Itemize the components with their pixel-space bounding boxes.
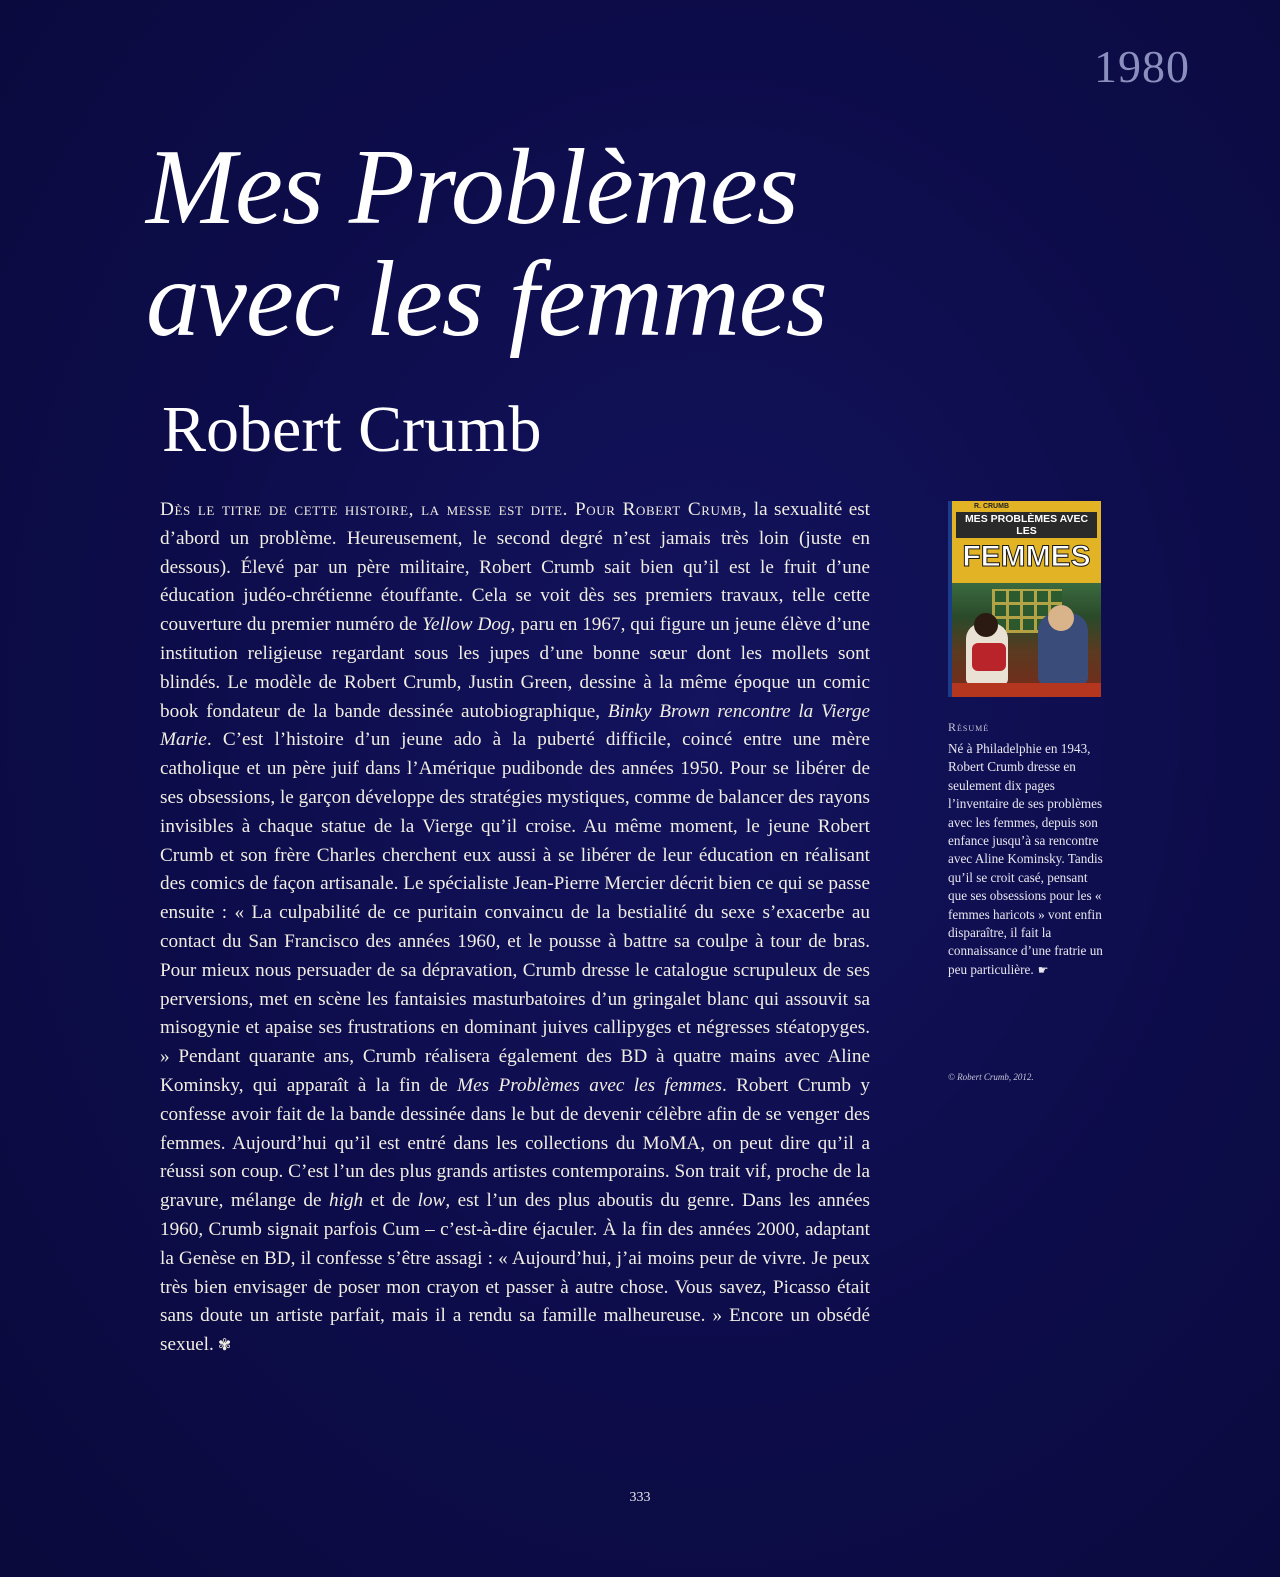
- title-ref-mes-problemes: Mes Problèmes avec les femmes: [457, 1074, 722, 1096]
- end-ornament-icon: ✾: [217, 1337, 232, 1355]
- cover-figure-man-head: [1048, 605, 1074, 631]
- page-title: [146, 128, 906, 359]
- cover-header: [952, 501, 1101, 583]
- body-part-1: la sexualité est d’abord un problème. Heureusement, le second degré n’est jamais très loin (juste en dessous). Élevé par un père militaire, Robert Crumb sait bien qu’il est le fruit d’une éducation judéo-chrétienne étouffante. Cela se voit dès ses premiers travaux, telle cette couverture du premier numéro de: [160, 499, 871, 636]
- cover-illustration: [952, 583, 1101, 697]
- book-cover-image: [948, 501, 1101, 697]
- resume-text: Né à Philadelphie en 1943, Robert Crumb dresse en seulement dix pages l’inventaire de ses problèmes avec les femmes, depuis son enfance jusqu’à sa rencontre avec Aline Kominsky. Tandis qu’il se croit casé, pensant que ses obsessions pour les « femmes haricots » vont enfin disparaître, il fait la connaissance d’une fratrie un peu particulière.: [948, 741, 1103, 977]
- cover-title: FEMMES: [962, 540, 1091, 573]
- title-line-2: avec les femmes: [146, 240, 827, 359]
- resume-heading: Résumé: [948, 720, 990, 734]
- body-part-6: , est l’un des plus aboutis du genre. Dans les années 1960, Crumb signait parfois Cum – c’est-à-dire éjaculer. À la fin des années 2000, adaptant la Genèse en BD, il confesse s’être assagi : « Aujourd’hui, j’ai moins peur de vivre. Je peux très bien envisager de poser mon crayon et passer à autre chose. Vous savez, Picasso était sans doute un artiste parfait, mais il a rendu sa famille malheureuse. » Encore un obsédé sexuel.: [160, 1190, 870, 1356]
- title-line-1: Mes Problèmes: [146, 128, 798, 247]
- body-part-4: . Robert Crumb y confesse avoir fait de la bande dessinée dans le but de devenir célèbre afin de se venger des femmes. Aujourd’hui qu’il est entré dans les collections du MoMA, on peut dire qu’il a réussi son coup. C’est l’un des plus grands artistes contemporains. Son trait vif, proche de la gravure, mélange de: [160, 1074, 870, 1212]
- image-credit: © Robert Crumb, 2012.: [948, 1072, 1034, 1082]
- cover-publisher: R. CRUMB: [974, 503, 1009, 510]
- article-body: [160, 496, 870, 1361]
- body-part-5: et de: [363, 1190, 418, 1212]
- lead-in: Dès le titre de cette histoire, la messe est dite. Pour Robert Crumb,: [160, 499, 748, 520]
- year-label: 1980: [1094, 41, 1190, 92]
- term-high: high: [329, 1190, 364, 1212]
- term-low: low: [417, 1190, 446, 1212]
- cover-floor: [952, 683, 1101, 697]
- cover-subtitle: MES PROBLÈMES AVEC LES: [956, 512, 1097, 538]
- pointing-hand-icon: ☛: [1037, 962, 1049, 977]
- author-name: Robert Crumb: [162, 393, 542, 466]
- title-ref-binky-brown: Binky Brown rencontre la Vierge Marie: [160, 700, 870, 751]
- cover-figure-woman-head: [974, 613, 998, 637]
- cover-figure-woman-skirt: [972, 643, 1006, 671]
- title-ref-yellow-dog: Yellow Dog: [422, 614, 511, 636]
- body-part-2: , paru en 1967, qui figure un jeune élève d’une institution religieuse regardant sous les jupes d’une bonne sœur dont les mollets sont blindés. Le modèle de Robert Crumb, Justin Green, dessine à la même époque un comic book fondateur de la bande dessinée autobiographique,: [160, 614, 870, 722]
- page-number: 333: [629, 1490, 651, 1505]
- resume-body: [948, 740, 1108, 979]
- body-part-3: . C’est l’histoire d’un jeune ado à la puberté difficile, coincé entre une mère catholique et un père juif dans l’Amérique pudibonde des années 1950. Pour se libérer de ses obsessions, le garçon développe des stratégies mystiques, comme de balancer des rayons invisibles à chaque statue de la Vierge qu’il croise. Au même moment, le jeune Robert Crumb et son frère Charles cherchent eux aussi à se libérer de leur éducation en réalisant des comics de façon artisanale. Le spécialiste Jean-Pierre Mercier décrit bien ce qui se passe ensuite : « La culpabilité de ce puritain convaincu de la bestialité du sexe s’exacerbe au contact du San Francisco des années 1960, et le pousse à battre sa coulpe à tour de bras. Pour mieux nous persuader de sa dépravation, Crumb dresse le catalogue scrupuleux de ses perversions, met en scène les fantaisies masturbatoires d’un gringalet blanc qui assouvit sa misogynie et apaise ses frustrations en dominant juives callipyges et négresses stéatopyges. » Pendant quarante ans, Crumb réalisera également des BD à quatre mains avec Aline Kominsky, qui apparaît à la fin de: [160, 729, 870, 1096]
